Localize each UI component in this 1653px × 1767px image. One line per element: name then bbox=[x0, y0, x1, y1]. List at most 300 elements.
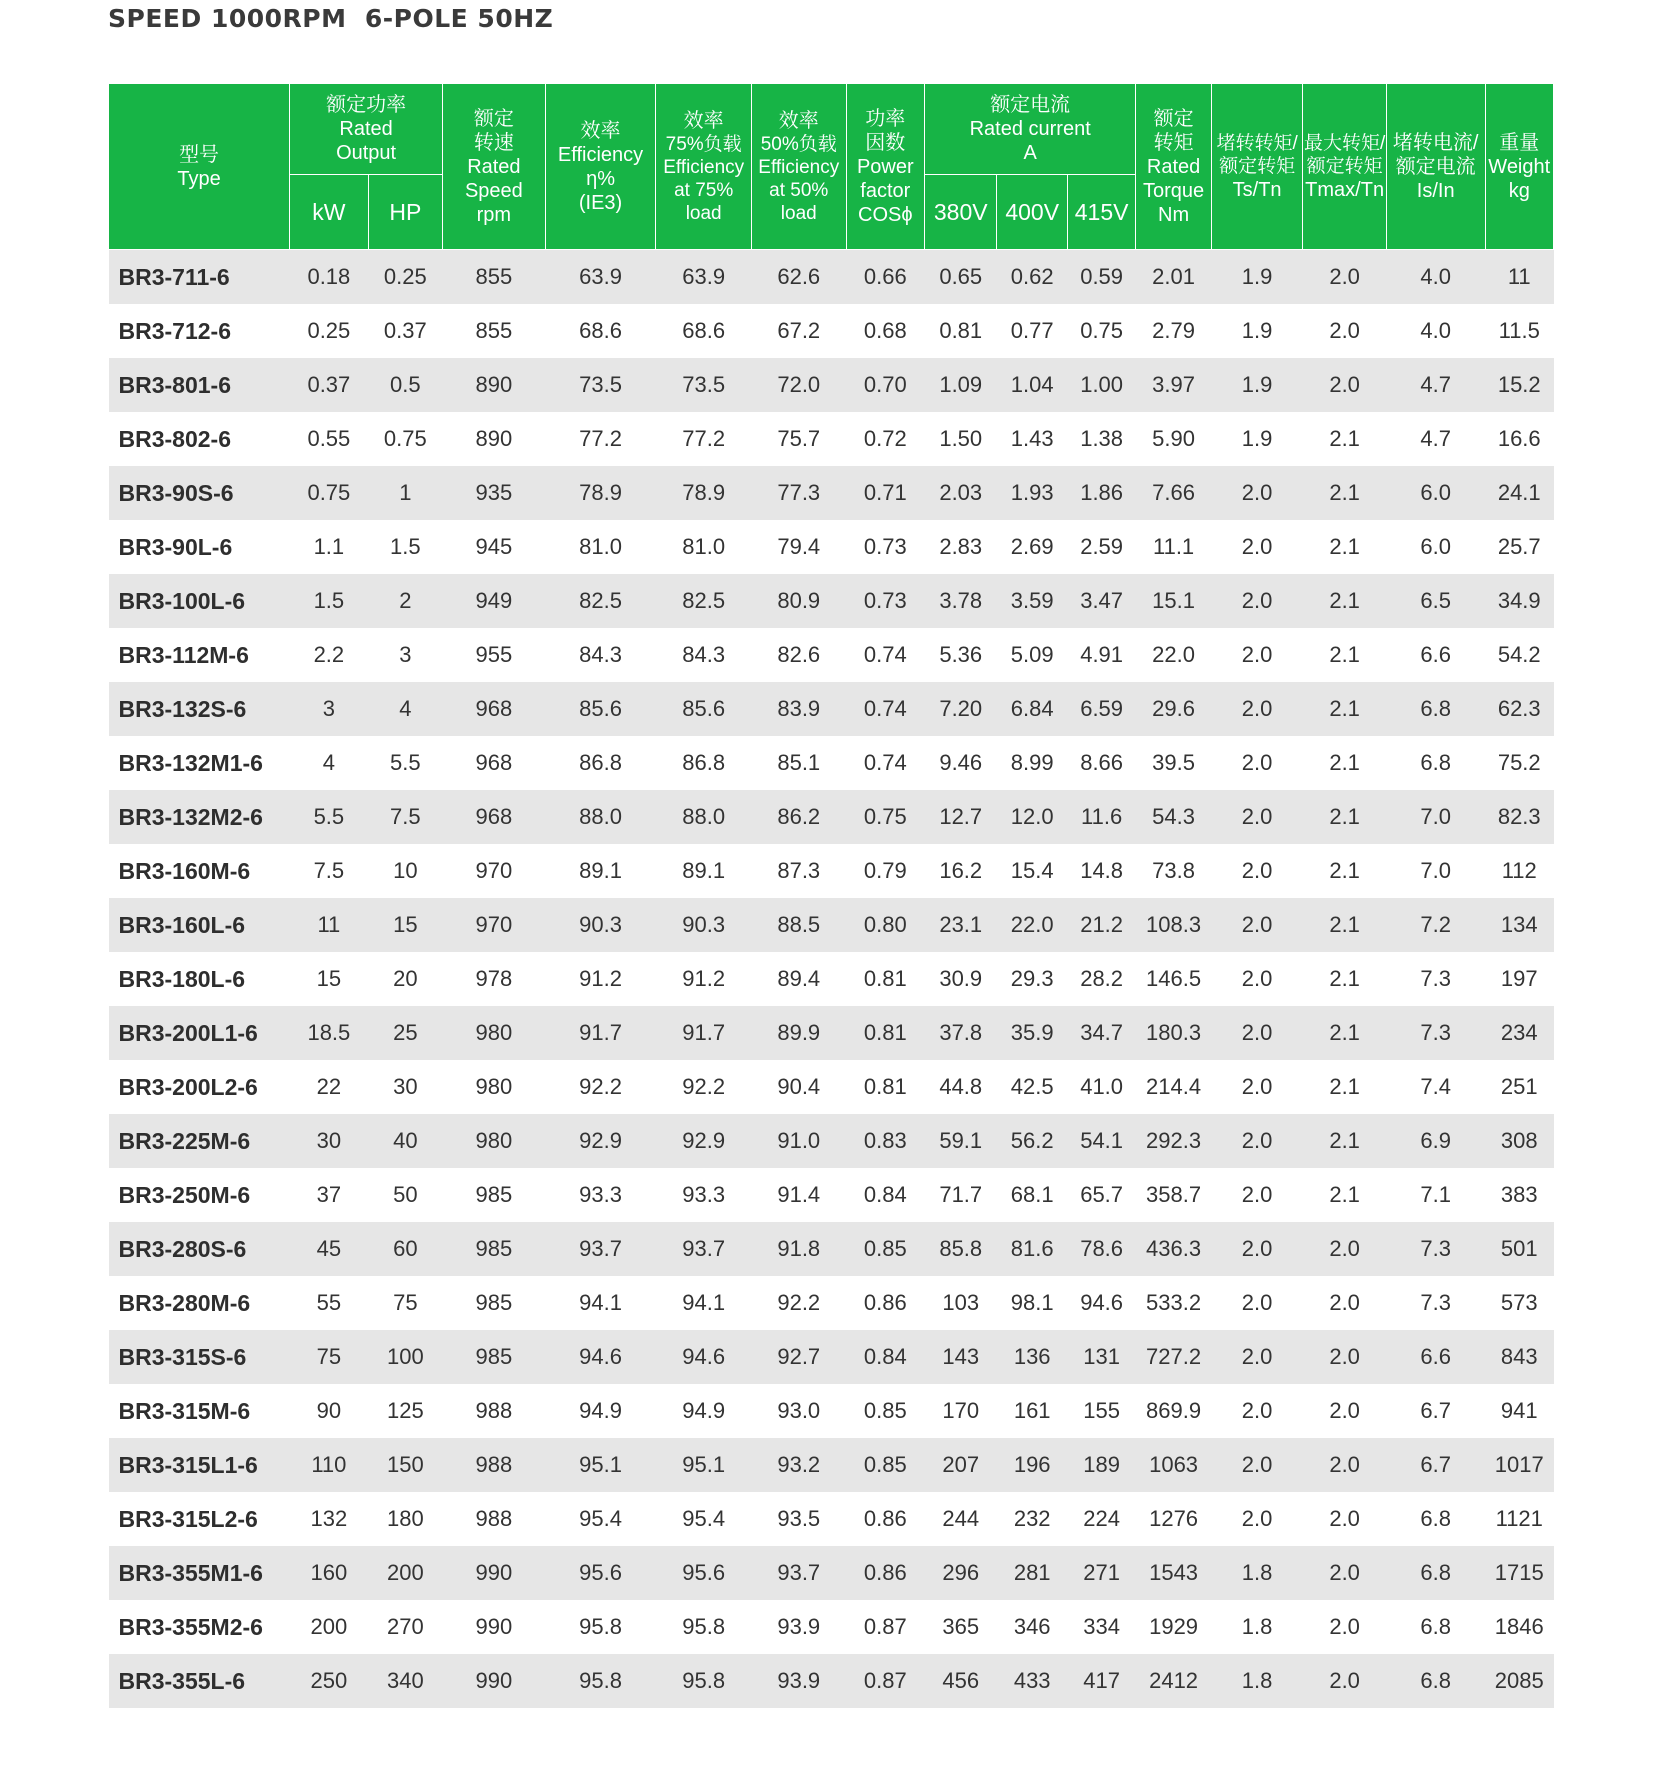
cell-model: BR3-280M-6 bbox=[109, 1276, 290, 1330]
cell-eff-75: 90.3 bbox=[656, 898, 752, 952]
cell-tmax-tn: 2.1 bbox=[1303, 790, 1387, 844]
table-row bbox=[109, 1384, 1554, 1438]
cell-efficiency: 81.0 bbox=[545, 520, 656, 574]
table-row bbox=[109, 628, 1554, 682]
cell-hp: 60 bbox=[368, 1222, 442, 1276]
cell-eff-50: 93.0 bbox=[751, 1384, 846, 1438]
cell-model: BR3-280S-6 bbox=[109, 1222, 290, 1276]
table-row bbox=[109, 952, 1554, 1006]
cell-efficiency: 91.7 bbox=[545, 1006, 656, 1060]
cell-eff-75: 81.0 bbox=[656, 520, 752, 574]
cell-eff-50: 89.4 bbox=[751, 952, 846, 1006]
table-row bbox=[109, 1060, 1554, 1114]
cell-kw: 0.37 bbox=[290, 358, 368, 412]
cell-torque: 11.1 bbox=[1136, 520, 1211, 574]
cell-model: BR3-355M2-6 bbox=[109, 1600, 290, 1654]
cell-current-380v: 365 bbox=[925, 1600, 997, 1654]
cell-eff-75: 93.7 bbox=[656, 1222, 752, 1276]
cell-kw: 4 bbox=[290, 736, 368, 790]
cell-eff-75: 85.6 bbox=[656, 682, 752, 736]
cell-weight: 75.2 bbox=[1485, 736, 1554, 790]
cell-current-380v: 0.81 bbox=[925, 304, 997, 358]
cell-torque: 7.66 bbox=[1136, 466, 1211, 520]
cell-torque: 533.2 bbox=[1136, 1276, 1211, 1330]
cell-current-400v: 42.5 bbox=[997, 1060, 1067, 1114]
cell-torque: 358.7 bbox=[1136, 1168, 1211, 1222]
cell-is-in: 6.8 bbox=[1386, 736, 1485, 790]
cell-efficiency: 94.6 bbox=[545, 1330, 656, 1384]
cell-kw: 55 bbox=[290, 1276, 368, 1330]
cell-speed: 988 bbox=[443, 1492, 546, 1546]
cell-speed: 968 bbox=[443, 682, 546, 736]
cell-tmax-tn: 2.1 bbox=[1303, 898, 1387, 952]
cell-current-400v: 6.84 bbox=[997, 682, 1067, 736]
cell-hp: 50 bbox=[368, 1168, 442, 1222]
cell-model: BR3-132M1-6 bbox=[109, 736, 290, 790]
cell-power-factor: 0.87 bbox=[846, 1600, 924, 1654]
cell-hp: 0.37 bbox=[368, 304, 442, 358]
cell-is-in: 6.0 bbox=[1386, 520, 1485, 574]
cell-model: BR3-711-6 bbox=[109, 250, 290, 305]
cell-model: BR3-712-6 bbox=[109, 304, 290, 358]
cell-weight: 15.2 bbox=[1485, 358, 1554, 412]
cell-eff-75: 91.2 bbox=[656, 952, 752, 1006]
cell-eff-75: 78.9 bbox=[656, 466, 752, 520]
cell-weight: 1017 bbox=[1485, 1438, 1554, 1492]
cell-speed: 855 bbox=[443, 304, 546, 358]
cell-eff-50: 89.9 bbox=[751, 1006, 846, 1060]
cell-eff-50: 93.7 bbox=[751, 1546, 846, 1600]
cell-power-factor: 0.68 bbox=[846, 304, 924, 358]
cell-kw: 3 bbox=[290, 682, 368, 736]
cell-speed: 988 bbox=[443, 1438, 546, 1492]
table-row bbox=[109, 250, 1554, 305]
table-row bbox=[109, 1276, 1554, 1330]
cell-efficiency: 85.6 bbox=[545, 682, 656, 736]
cell-tmax-tn: 2.0 bbox=[1303, 1438, 1387, 1492]
cell-is-in: 6.8 bbox=[1386, 682, 1485, 736]
header-rated-output: 额定功率 Rated Output bbox=[290, 84, 443, 175]
cell-eff-75: 68.6 bbox=[656, 304, 752, 358]
cell-torque: 214.4 bbox=[1136, 1060, 1211, 1114]
cell-is-in: 7.1 bbox=[1386, 1168, 1485, 1222]
cell-torque: 292.3 bbox=[1136, 1114, 1211, 1168]
cell-kw: 200 bbox=[290, 1600, 368, 1654]
cell-power-factor: 0.86 bbox=[846, 1546, 924, 1600]
cell-eff-75: 86.8 bbox=[656, 736, 752, 790]
cell-is-in: 7.3 bbox=[1386, 952, 1485, 1006]
cell-efficiency: 63.9 bbox=[545, 250, 656, 305]
cell-hp: 150 bbox=[368, 1438, 442, 1492]
cell-ts-tn: 2.0 bbox=[1211, 466, 1303, 520]
cell-current-380v: 3.78 bbox=[925, 574, 997, 628]
cell-hp: 180 bbox=[368, 1492, 442, 1546]
cell-current-380v: 456 bbox=[925, 1654, 997, 1708]
cell-eff-50: 92.7 bbox=[751, 1330, 846, 1384]
cell-tmax-tn: 2.1 bbox=[1303, 844, 1387, 898]
cell-power-factor: 0.74 bbox=[846, 628, 924, 682]
cell-current-380v: 7.20 bbox=[925, 682, 997, 736]
table-header bbox=[109, 84, 1554, 250]
cell-ts-tn: 1.8 bbox=[1211, 1546, 1303, 1600]
cell-tmax-tn: 2.1 bbox=[1303, 682, 1387, 736]
cell-kw: 18.5 bbox=[290, 1006, 368, 1060]
cell-model: BR3-355L-6 bbox=[109, 1654, 290, 1708]
cell-is-in: 7.4 bbox=[1386, 1060, 1485, 1114]
cell-torque: 15.1 bbox=[1136, 574, 1211, 628]
cell-current-380v: 23.1 bbox=[925, 898, 997, 952]
cell-hp: 125 bbox=[368, 1384, 442, 1438]
cell-efficiency: 93.3 bbox=[545, 1168, 656, 1222]
cell-current-415v: 41.0 bbox=[1067, 1060, 1135, 1114]
cell-kw: 15 bbox=[290, 952, 368, 1006]
cell-power-factor: 0.81 bbox=[846, 952, 924, 1006]
cell-power-factor: 0.71 bbox=[846, 466, 924, 520]
header-hp: HP bbox=[368, 175, 442, 250]
cell-power-factor: 0.79 bbox=[846, 844, 924, 898]
cell-eff-75: 73.5 bbox=[656, 358, 752, 412]
cell-eff-50: 91.4 bbox=[751, 1168, 846, 1222]
cell-eff-50: 80.9 bbox=[751, 574, 846, 628]
cell-current-380v: 2.83 bbox=[925, 520, 997, 574]
cell-current-400v: 1.93 bbox=[997, 466, 1067, 520]
cell-tmax-tn: 2.0 bbox=[1303, 304, 1387, 358]
cell-model: BR3-250M-6 bbox=[109, 1168, 290, 1222]
cell-current-380v: 37.8 bbox=[925, 1006, 997, 1060]
header-efficiency: 效率 Efficiency η% (IE3) bbox=[545, 84, 656, 250]
cell-weight: 573 bbox=[1485, 1276, 1554, 1330]
cell-current-380v: 2.03 bbox=[925, 466, 997, 520]
cell-current-415v: 28.2 bbox=[1067, 952, 1135, 1006]
cell-power-factor: 0.74 bbox=[846, 736, 924, 790]
header-kw: kW bbox=[290, 175, 368, 250]
cell-kw: 0.25 bbox=[290, 304, 368, 358]
cell-tmax-tn: 2.0 bbox=[1303, 1654, 1387, 1708]
cell-current-400v: 68.1 bbox=[997, 1168, 1067, 1222]
cell-power-factor: 0.85 bbox=[846, 1384, 924, 1438]
cell-efficiency: 89.1 bbox=[545, 844, 656, 898]
cell-tmax-tn: 2.1 bbox=[1303, 1168, 1387, 1222]
cell-current-380v: 296 bbox=[925, 1546, 997, 1600]
cell-efficiency: 91.2 bbox=[545, 952, 656, 1006]
cell-hp: 1 bbox=[368, 466, 442, 520]
cell-efficiency: 78.9 bbox=[545, 466, 656, 520]
cell-tmax-tn: 2.1 bbox=[1303, 520, 1387, 574]
cell-eff-75: 89.1 bbox=[656, 844, 752, 898]
cell-eff-50: 91.0 bbox=[751, 1114, 846, 1168]
header-400v: 400V bbox=[997, 175, 1067, 250]
page-title: SPEED 1000RPM 6-POLE 50HZ bbox=[108, 4, 554, 33]
cell-current-380v: 244 bbox=[925, 1492, 997, 1546]
cell-ts-tn: 2.0 bbox=[1211, 736, 1303, 790]
cell-efficiency: 73.5 bbox=[545, 358, 656, 412]
cell-speed: 855 bbox=[443, 250, 546, 305]
cell-eff-50: 93.5 bbox=[751, 1492, 846, 1546]
table-row bbox=[109, 520, 1554, 574]
cell-weight: 11.5 bbox=[1485, 304, 1554, 358]
cell-current-380v: 103 bbox=[925, 1276, 997, 1330]
cell-current-400v: 281 bbox=[997, 1546, 1067, 1600]
cell-power-factor: 0.66 bbox=[846, 250, 924, 305]
cell-current-400v: 0.77 bbox=[997, 304, 1067, 358]
cell-power-factor: 0.81 bbox=[846, 1060, 924, 1114]
cell-speed: 980 bbox=[443, 1114, 546, 1168]
cell-model: BR3-160L-6 bbox=[109, 898, 290, 952]
cell-current-415v: 11.6 bbox=[1067, 790, 1135, 844]
cell-kw: 30 bbox=[290, 1114, 368, 1168]
cell-eff-75: 92.9 bbox=[656, 1114, 752, 1168]
header-is-in: 堵转电流/ 额定电流 Is/In bbox=[1386, 84, 1485, 250]
cell-hp: 200 bbox=[368, 1546, 442, 1600]
cell-is-in: 6.7 bbox=[1386, 1384, 1485, 1438]
cell-is-in: 7.3 bbox=[1386, 1222, 1485, 1276]
cell-hp: 25 bbox=[368, 1006, 442, 1060]
cell-efficiency: 92.9 bbox=[545, 1114, 656, 1168]
table-row bbox=[109, 1114, 1554, 1168]
cell-current-400v: 35.9 bbox=[997, 1006, 1067, 1060]
cell-is-in: 6.0 bbox=[1386, 466, 1485, 520]
cell-model: BR3-315L2-6 bbox=[109, 1492, 290, 1546]
cell-eff-50: 91.8 bbox=[751, 1222, 846, 1276]
table-row bbox=[109, 358, 1554, 412]
cell-tmax-tn: 2.0 bbox=[1303, 1276, 1387, 1330]
table-row bbox=[109, 304, 1554, 358]
cell-eff-50: 87.3 bbox=[751, 844, 846, 898]
cell-hp: 15 bbox=[368, 898, 442, 952]
cell-current-380v: 1.09 bbox=[925, 358, 997, 412]
cell-eff-50: 67.2 bbox=[751, 304, 846, 358]
cell-current-415v: 3.47 bbox=[1067, 574, 1135, 628]
cell-is-in: 6.8 bbox=[1386, 1546, 1485, 1600]
cell-ts-tn: 2.0 bbox=[1211, 1060, 1303, 1114]
cell-weight: 234 bbox=[1485, 1006, 1554, 1060]
cell-speed: 985 bbox=[443, 1168, 546, 1222]
cell-efficiency: 94.1 bbox=[545, 1276, 656, 1330]
cell-current-415v: 34.7 bbox=[1067, 1006, 1135, 1060]
cell-hp: 10 bbox=[368, 844, 442, 898]
cell-eff-50: 62.6 bbox=[751, 250, 846, 305]
cell-eff-75: 94.9 bbox=[656, 1384, 752, 1438]
cell-hp: 0.5 bbox=[368, 358, 442, 412]
cell-model: BR3-160M-6 bbox=[109, 844, 290, 898]
cell-current-380v: 143 bbox=[925, 1330, 997, 1384]
cell-eff-50: 93.9 bbox=[751, 1654, 846, 1708]
cell-model: BR3-200L1-6 bbox=[109, 1006, 290, 1060]
cell-tmax-tn: 2.0 bbox=[1303, 1384, 1387, 1438]
table-row bbox=[109, 574, 1554, 628]
cell-tmax-tn: 2.0 bbox=[1303, 358, 1387, 412]
cell-efficiency: 77.2 bbox=[545, 412, 656, 466]
cell-is-in: 4.0 bbox=[1386, 304, 1485, 358]
cell-current-380v: 59.1 bbox=[925, 1114, 997, 1168]
cell-torque: 73.8 bbox=[1136, 844, 1211, 898]
cell-kw: 0.55 bbox=[290, 412, 368, 466]
cell-ts-tn: 2.0 bbox=[1211, 844, 1303, 898]
cell-current-400v: 8.99 bbox=[997, 736, 1067, 790]
cell-eff-50: 93.9 bbox=[751, 1600, 846, 1654]
cell-speed: 890 bbox=[443, 358, 546, 412]
cell-is-in: 7.2 bbox=[1386, 898, 1485, 952]
cell-eff-75: 95.8 bbox=[656, 1654, 752, 1708]
cell-eff-75: 88.0 bbox=[656, 790, 752, 844]
cell-current-415v: 1.86 bbox=[1067, 466, 1135, 520]
cell-current-415v: 21.2 bbox=[1067, 898, 1135, 952]
cell-efficiency: 94.9 bbox=[545, 1384, 656, 1438]
header-ts-tn: 堵转转矩/ 额定转矩 Ts/Tn bbox=[1211, 84, 1303, 250]
cell-model: BR3-100L-6 bbox=[109, 574, 290, 628]
cell-is-in: 6.7 bbox=[1386, 1438, 1485, 1492]
cell-power-factor: 0.73 bbox=[846, 574, 924, 628]
cell-current-400v: 161 bbox=[997, 1384, 1067, 1438]
cell-current-400v: 1.43 bbox=[997, 412, 1067, 466]
cell-model: BR3-315L1-6 bbox=[109, 1438, 290, 1492]
cell-kw: 75 bbox=[290, 1330, 368, 1384]
cell-current-415v: 1.38 bbox=[1067, 412, 1135, 466]
cell-tmax-tn: 2.1 bbox=[1303, 1006, 1387, 1060]
cell-torque: 869.9 bbox=[1136, 1384, 1211, 1438]
table-row bbox=[109, 466, 1554, 520]
motor-spec-table bbox=[108, 84, 1554, 1708]
cell-current-415v: 1.00 bbox=[1067, 358, 1135, 412]
cell-current-415v: 417 bbox=[1067, 1654, 1135, 1708]
cell-torque: 436.3 bbox=[1136, 1222, 1211, 1276]
cell-eff-50: 93.2 bbox=[751, 1438, 846, 1492]
cell-ts-tn: 2.0 bbox=[1211, 898, 1303, 952]
cell-tmax-tn: 2.1 bbox=[1303, 1114, 1387, 1168]
cell-efficiency: 84.3 bbox=[545, 628, 656, 682]
cell-model: BR3-315S-6 bbox=[109, 1330, 290, 1384]
cell-power-factor: 0.80 bbox=[846, 898, 924, 952]
table-row bbox=[109, 1546, 1554, 1600]
cell-is-in: 7.3 bbox=[1386, 1006, 1485, 1060]
cell-current-400v: 22.0 bbox=[997, 898, 1067, 952]
cell-power-factor: 0.83 bbox=[846, 1114, 924, 1168]
cell-efficiency: 90.3 bbox=[545, 898, 656, 952]
cell-model: BR3-355M1-6 bbox=[109, 1546, 290, 1600]
cell-is-in: 6.5 bbox=[1386, 574, 1485, 628]
cell-current-380v: 5.36 bbox=[925, 628, 997, 682]
cell-hp: 40 bbox=[368, 1114, 442, 1168]
table-row bbox=[109, 844, 1554, 898]
cell-efficiency: 95.8 bbox=[545, 1654, 656, 1708]
table-row bbox=[109, 736, 1554, 790]
cell-power-factor: 0.86 bbox=[846, 1492, 924, 1546]
cell-ts-tn: 2.0 bbox=[1211, 1006, 1303, 1060]
cell-model: BR3-112M-6 bbox=[109, 628, 290, 682]
cell-eff-75: 95.8 bbox=[656, 1600, 752, 1654]
cell-speed: 980 bbox=[443, 1060, 546, 1114]
cell-weight: 112 bbox=[1485, 844, 1554, 898]
cell-ts-tn: 2.0 bbox=[1211, 1276, 1303, 1330]
cell-current-380v: 16.2 bbox=[925, 844, 997, 898]
cell-eff-75: 77.2 bbox=[656, 412, 752, 466]
cell-model: BR3-90S-6 bbox=[109, 466, 290, 520]
cell-weight: 251 bbox=[1485, 1060, 1554, 1114]
cell-model: BR3-315M-6 bbox=[109, 1384, 290, 1438]
cell-hp: 20 bbox=[368, 952, 442, 1006]
table-row bbox=[109, 790, 1554, 844]
cell-hp: 100 bbox=[368, 1330, 442, 1384]
cell-speed: 990 bbox=[443, 1654, 546, 1708]
cell-tmax-tn: 2.0 bbox=[1303, 1600, 1387, 1654]
cell-speed: 945 bbox=[443, 520, 546, 574]
cell-tmax-tn: 2.0 bbox=[1303, 1222, 1387, 1276]
cell-eff-50: 79.4 bbox=[751, 520, 846, 574]
table-row bbox=[109, 898, 1554, 952]
cell-speed: 978 bbox=[443, 952, 546, 1006]
cell-current-415v: 131 bbox=[1067, 1330, 1135, 1384]
cell-eff-75: 82.5 bbox=[656, 574, 752, 628]
cell-weight: 25.7 bbox=[1485, 520, 1554, 574]
cell-torque: 1063 bbox=[1136, 1438, 1211, 1492]
cell-kw: 0.75 bbox=[290, 466, 368, 520]
header-efficiency-75: 效率 75%负载 Efficiency at 75% load bbox=[656, 84, 752, 250]
cell-torque: 54.3 bbox=[1136, 790, 1211, 844]
cell-torque: 1929 bbox=[1136, 1600, 1211, 1654]
cell-current-400v: 81.6 bbox=[997, 1222, 1067, 1276]
cell-eff-50: 90.4 bbox=[751, 1060, 846, 1114]
cell-tmax-tn: 2.0 bbox=[1303, 1492, 1387, 1546]
cell-efficiency: 95.1 bbox=[545, 1438, 656, 1492]
cell-kw: 5.5 bbox=[290, 790, 368, 844]
cell-current-380v: 0.65 bbox=[925, 250, 997, 305]
header-tmax-tn: 最大转矩/ 额定转矩 Tmax/Tn bbox=[1303, 84, 1387, 250]
cell-current-415v: 4.91 bbox=[1067, 628, 1135, 682]
cell-eff-75: 92.2 bbox=[656, 1060, 752, 1114]
cell-hp: 4 bbox=[368, 682, 442, 736]
cell-tmax-tn: 2.1 bbox=[1303, 1060, 1387, 1114]
cell-current-415v: 224 bbox=[1067, 1492, 1135, 1546]
cell-power-factor: 0.70 bbox=[846, 358, 924, 412]
cell-current-415v: 65.7 bbox=[1067, 1168, 1135, 1222]
cell-hp: 0.75 bbox=[368, 412, 442, 466]
cell-current-400v: 136 bbox=[997, 1330, 1067, 1384]
cell-tmax-tn: 2.0 bbox=[1303, 1330, 1387, 1384]
cell-current-415v: 54.1 bbox=[1067, 1114, 1135, 1168]
header-weight: 重量 Weight kg bbox=[1485, 84, 1554, 250]
cell-current-400v: 3.59 bbox=[997, 574, 1067, 628]
cell-hp: 5.5 bbox=[368, 736, 442, 790]
cell-model: BR3-90L-6 bbox=[109, 520, 290, 574]
cell-kw: 1.5 bbox=[290, 574, 368, 628]
cell-current-415v: 8.66 bbox=[1067, 736, 1135, 790]
cell-current-400v: 12.0 bbox=[997, 790, 1067, 844]
cell-weight: 11 bbox=[1485, 250, 1554, 305]
cell-kw: 22 bbox=[290, 1060, 368, 1114]
cell-speed: 985 bbox=[443, 1330, 546, 1384]
table-row bbox=[109, 1222, 1554, 1276]
cell-torque: 29.6 bbox=[1136, 682, 1211, 736]
cell-speed: 980 bbox=[443, 1006, 546, 1060]
cell-weight: 24.1 bbox=[1485, 466, 1554, 520]
cell-current-400v: 29.3 bbox=[997, 952, 1067, 1006]
cell-current-415v: 2.59 bbox=[1067, 520, 1135, 574]
cell-power-factor: 0.84 bbox=[846, 1330, 924, 1384]
cell-tmax-tn: 2.1 bbox=[1303, 952, 1387, 1006]
cell-is-in: 6.8 bbox=[1386, 1654, 1485, 1708]
cell-ts-tn: 2.0 bbox=[1211, 1492, 1303, 1546]
cell-eff-50: 88.5 bbox=[751, 898, 846, 952]
cell-weight: 941 bbox=[1485, 1384, 1554, 1438]
cell-speed: 970 bbox=[443, 844, 546, 898]
cell-eff-50: 85.1 bbox=[751, 736, 846, 790]
cell-speed: 949 bbox=[443, 574, 546, 628]
cell-power-factor: 0.73 bbox=[846, 520, 924, 574]
cell-eff-75: 91.7 bbox=[656, 1006, 752, 1060]
cell-efficiency: 95.6 bbox=[545, 1546, 656, 1600]
cell-current-400v: 15.4 bbox=[997, 844, 1067, 898]
cell-efficiency: 95.8 bbox=[545, 1600, 656, 1654]
